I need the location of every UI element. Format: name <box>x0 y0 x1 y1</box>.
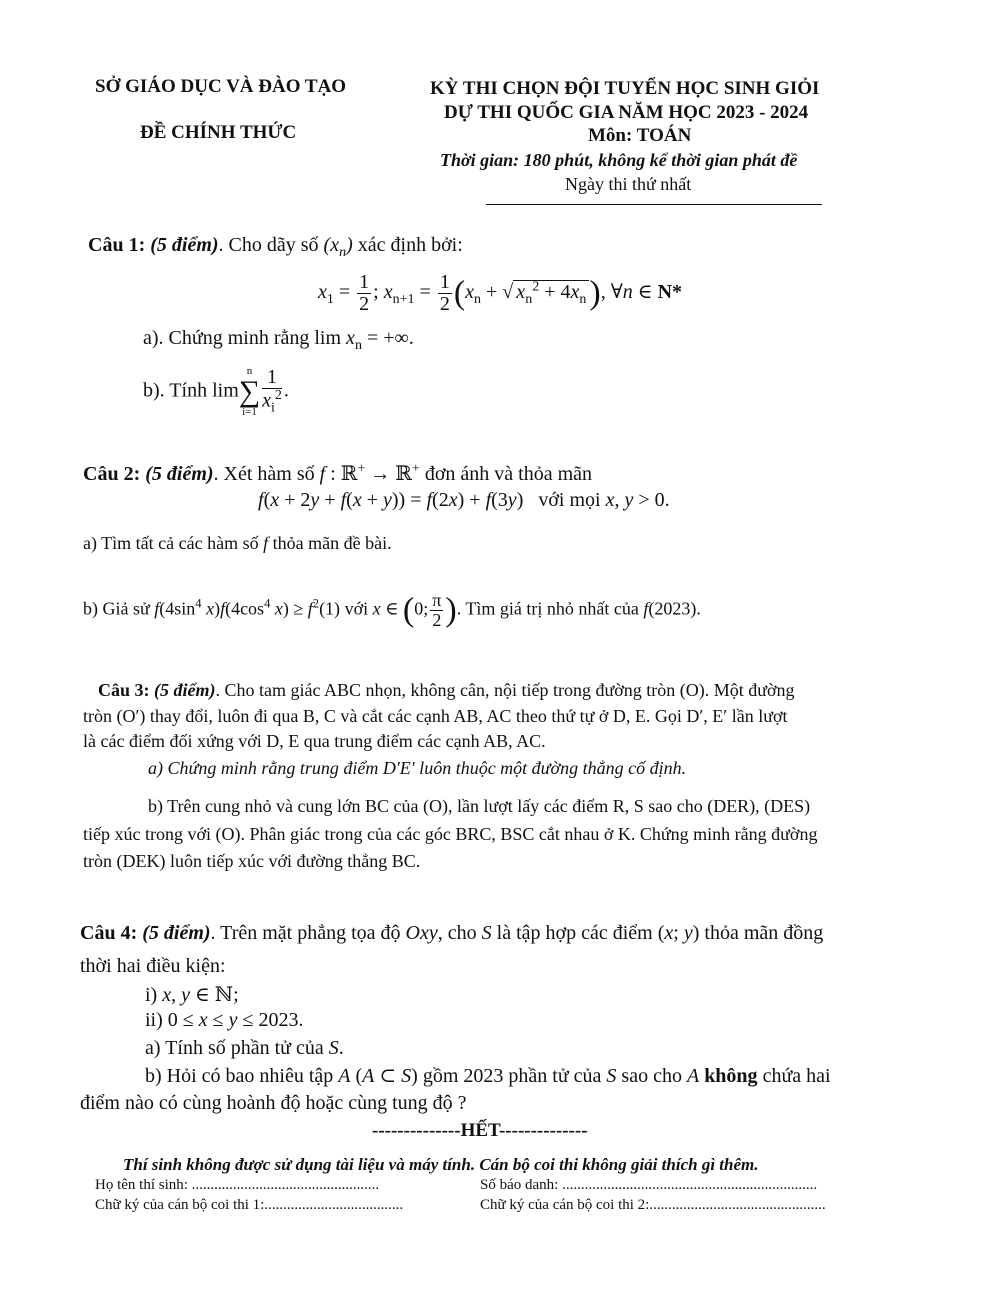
question-4-condition-1: i) x, y ∈ ℕ; <box>145 984 239 1006</box>
question-4-line-2: thời hai điều kiện: <box>80 955 226 977</box>
question-3-part-b-line-3: tròn (DEK) luôn tiếp xúc với đường thẳng BC. <box>83 851 421 871</box>
day-label: Ngày thi thứ nhất <box>565 174 692 194</box>
question-2-part-b: b) Giả sử $f(4\sin^4$ $x)f(4\cos^4$ $x) \ge f^2(1)$ với x ∈ (0; $\frac{\pi}{2}$ ). Tìm giá trị nhỏ nhất của f(2023). <box>83 590 701 630</box>
question-3-line-3: là các điểm đối xứng với D, E qua trung điểm các cạnh AB, AC. <box>83 731 546 751</box>
question-2-label: Câu 2: <box>83 463 141 485</box>
question-1-recurrence: $x_1$ = $\frac{1}{2}$ ; $x_{n+1}$ = $\frac{1}{2}$ ($x_n$ + √ $x_n^2 + 4x_n$), ∀n ∈ N* <box>318 271 683 315</box>
official-exam-label: ĐỀ CHÍNH THỨC <box>140 122 297 143</box>
question-4-part-b-line-2: điểm nào có cùng hoành độ hoặc cùng tung độ ? <box>80 1092 467 1114</box>
question-1-part-a: a). Chứng minh rằng $\lim x_n$ = +∞. <box>143 327 414 353</box>
question-1-part-b: b). Tính lim n ∑ i=1 $\frac{1}{x_i^2}$ . <box>143 365 289 418</box>
question-3-line-1: Câu 3: (5 điểm). Cho tam giác ABC nhọn, không cân, nội tiếp trong đường tròn (O). Một đường <box>98 680 795 700</box>
exam-subtitle: DỰ THI QUỐC GIA NĂM HỌC 2023 - 2024 <box>444 102 809 123</box>
question-4-part-b-line-1: b) Hỏi có bao nhiêu tập A (A ⊂ S) gồm 2023 phần tử của S sao cho A không chứa hai <box>145 1065 831 1087</box>
question-4-points: (5 điểm) <box>142 922 211 944</box>
subject-label: Môn: TOÁN <box>588 125 692 146</box>
question-1-points: (5 điểm) <box>150 234 219 256</box>
proctor-1-signature-field: Chữ ký của cán bộ coi thi 1:..................................... <box>95 1197 404 1213</box>
time-label: Thời gian: 180 phút, không kể thời gian phát đề <box>440 150 798 170</box>
question-4-line-1: Câu 4: (5 điểm). Trên mặt phẳng tọa độ Oxy, cho S là tập hợp các điểm (x; y) thỏa mãn đồng <box>80 922 824 944</box>
exam-title: KỲ THI CHỌN ĐỘI TUYỂN HỌC SINH GIỎI <box>430 78 820 99</box>
question-2-intro: Câu 2: (5 điểm). Xét hàm số f : ℝ+ → ℝ+ đơn ánh và thỏa mãn <box>83 461 593 485</box>
question-3-part-b-line-1: b) Trên cung nhỏ và cung lớn BC của (O), lần lượt lấy các điểm R, S sao cho (DER), (DES) <box>148 796 811 816</box>
question-3-part-a: a) Chứng minh rằng trung điểm D′E′ luôn thuộc một đường thẳng cố định. <box>148 758 687 778</box>
question-2-points: (5 điểm) <box>145 463 214 485</box>
question-3-points: (5 điểm) <box>154 680 216 700</box>
question-3-line-2: tròn (O′) thay đổi, luôn đi qua B, C và cắt các cạnh AB, AC theo thứ tự ở D, E. Gọi D′, E′ lần lượt <box>83 706 788 726</box>
candidate-id-field: Số báo danh: .................................................................... <box>480 1177 818 1193</box>
question-3-part-b-line-2: tiếp xúc trong với (O). Phân giác trong của các góc BRC, BSC cắt nhau ở K. Chứng minh rằng đường <box>83 824 818 844</box>
question-4-label: Câu 4: <box>80 922 138 944</box>
end-marker: --------------HẾT-------------- <box>372 1120 588 1141</box>
question-2-equation: f(x + 2y + f(x + y)) = f(2x) + f(3y) với mọi x, y > 0. <box>258 489 670 511</box>
header-rule <box>486 204 822 205</box>
exam-note: Thí sinh không được sử dụng tài liệu và máy tính. Cán bộ coi thi không giải thích gì thêm. <box>123 1155 759 1174</box>
question-3-label: Câu 3: <box>98 680 150 700</box>
question-4-condition-2: ii) 0 ≤ x ≤ y ≤ 2023. <box>145 1009 304 1031</box>
question-4-part-a: a) Tính số phần tử của S. <box>145 1037 344 1059</box>
proctor-2-signature-field: Chữ ký của cán bộ coi thi 2:............................................... <box>480 1197 826 1213</box>
question-1-intro: Câu 1: (5 điểm). Cho dãy số $(x_n)$ xác định bởi: <box>88 234 463 260</box>
department-name: SỞ GIÁO DỤC VÀ ĐÀO TẠO <box>95 76 347 97</box>
question-2-part-a: a) Tìm tất cả các hàm số f thỏa mãn đề bài. <box>83 533 392 553</box>
question-1-label: Câu 1: <box>88 234 146 256</box>
candidate-name-field: Họ tên thí sinh: .................................................. <box>95 1177 380 1193</box>
